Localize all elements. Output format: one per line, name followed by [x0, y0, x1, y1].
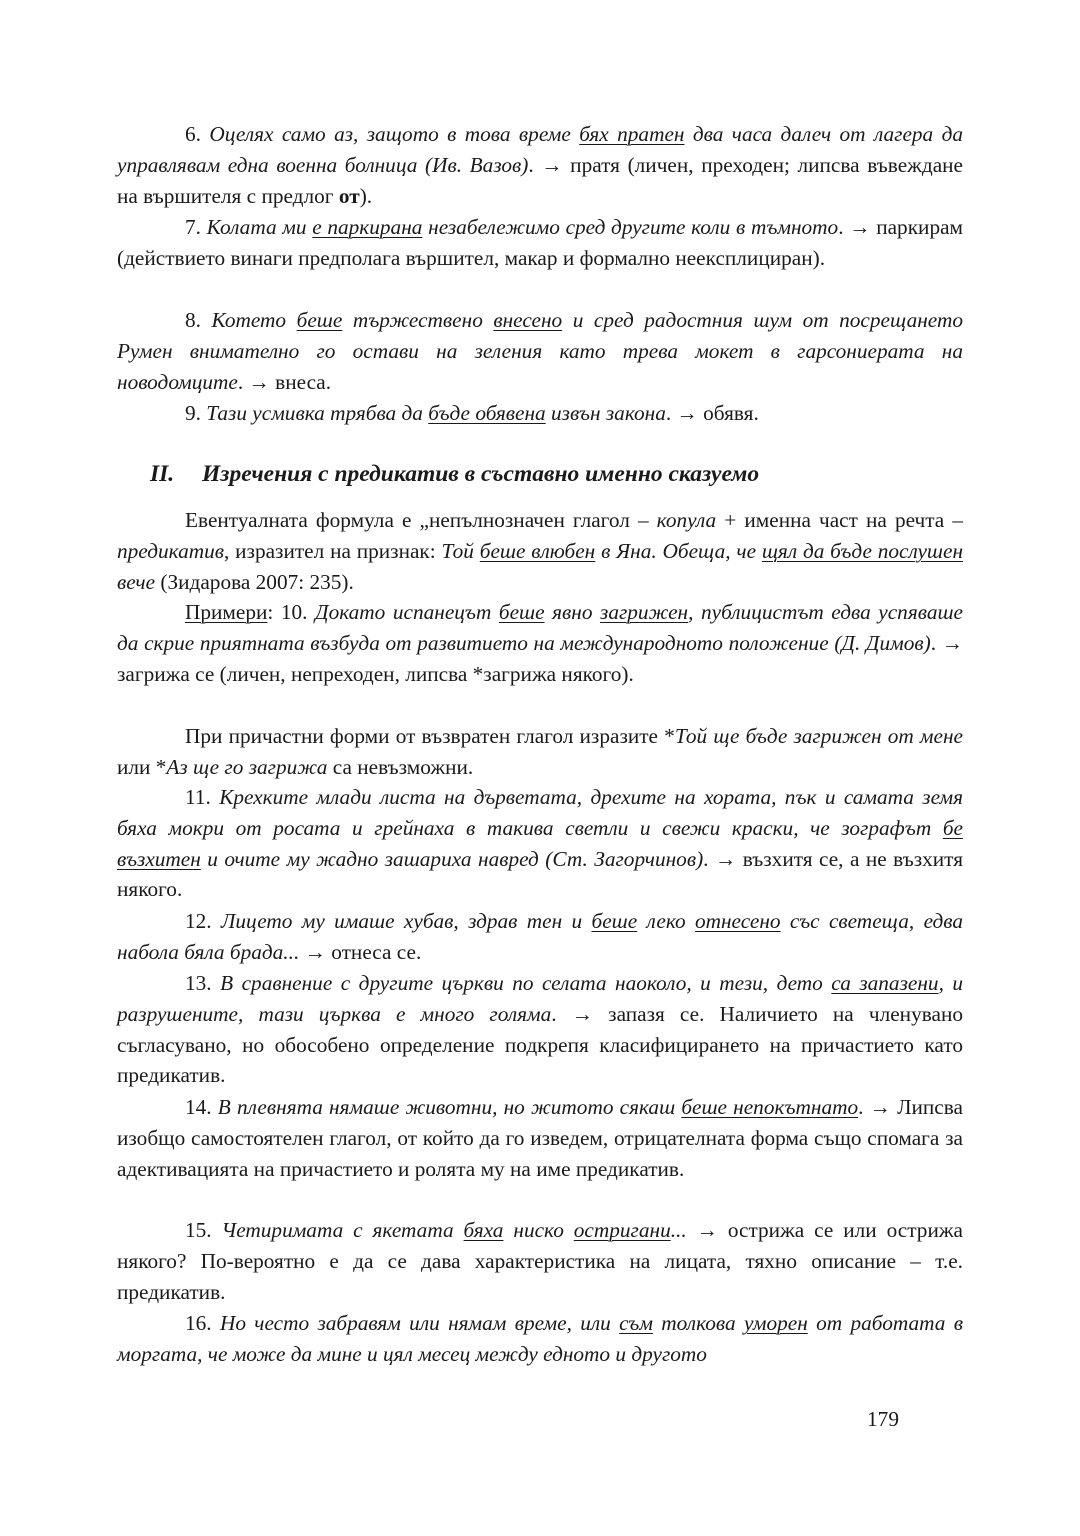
text-segment: със светеща, едва набола бяла брада... — [117, 909, 964, 964]
text-segment: в Яна. Обеща, че — [595, 538, 762, 563]
text-segment: беше — [591, 909, 638, 933]
text-segment: В плевнята нямаше животни, но житото сякаш — [217, 1095, 682, 1119]
paragraph-reflexive-note: При причастни форми от възвратен глагол изразите *Той ще бъде загрижен от мене или *Аз ще го загрижа са невъзможни. — [117, 724, 963, 779]
paragraph-example-13: 13. В сравнение с другите църкви по селата наоколо, и тези, дето са запазени, и разрушените, тази църква е много голяма. → запазя се. Наличието на членувано съгласувано, но обособено определение подкрепя класифицирането на причастието като предикатив. — [117, 971, 964, 1088]
text-segment: щял да бъде послушен — [761, 538, 964, 563]
paragraph-example-16: 16. Но често забравям или нямам време, или съм толкова уморен от работата в моргата, че може да мине и цял месец между едното и другото — [117, 1311, 963, 1366]
text-segment: Колата ми — [206, 215, 313, 239]
text-segment: Той — [441, 538, 480, 563]
text-segment: толкова — [652, 1311, 744, 1335]
text-segment: бе възхитен — [117, 815, 963, 871]
text-segment: Докато испанецът — [315, 600, 499, 624]
text-segment: беше — [498, 600, 545, 624]
text-segment: , публицистът едва успяваше да скрие приятната възбуда от развитието на международното положение (Д. Димов) — [117, 600, 964, 655]
text-segment: незабележимо сред другите коли в тъмното — [422, 215, 839, 239]
text-segment: беше непокътнато — [681, 1095, 859, 1119]
paragraph-example-7: 7. Колата ми е паркирана незабележимо сред другите коли в тъмното. → паркирам (действието винаги предполага вършител, макар и формално неексплициран). — [117, 215, 964, 270]
text-segment: ниско — [503, 1218, 574, 1242]
paragraph-example-10: Примери: 10. Докато испанецът беше явно загрижен, публицистът едва успяваше да скрие приятната възбуда от развитието на международното положение (Д. Димов). → загрижа се (личен, непреходен, липсва *загрижа някого). — [117, 600, 964, 686]
text-segment: уморен — [743, 1311, 808, 1335]
text-segment: тържествено — [342, 308, 494, 332]
text-segment: вече — [117, 569, 156, 594]
section-title: Изречения с предикатив в съставно именно сказуемо — [202, 461, 760, 487]
text-segment: отнесено — [694, 909, 781, 933]
text-segment: Крехките млади листа на дърветата, дрехите на хората, пък и самата земя бяха мокри от росата и грейнаха в такива светли и свежи краски, че зографът — [117, 785, 964, 840]
paragraph-example-11: 11. Крехките млади листа на дърветата, дрехите на хората, пък и самата земя бяха мокри от росата и грейнаха в такива светли и свежи краски, че зографът бе възхитен и очите му жадно зашариха навред (Ст. Загорчинов). → възхитя се, а не възхитя някого. — [117, 785, 964, 902]
text-segment: ... — [670, 1218, 687, 1242]
text-segment: от работата в моргата, че може да мине и цял месец между едното и другото — [117, 1311, 963, 1366]
text-segment: копула — [656, 508, 717, 532]
text-segment: бъде обявена — [428, 401, 546, 425]
text-segment: извън закона — [545, 401, 666, 425]
paragraph-example-6: 6. Оцелях само аз, защото в това време бях пратен два часа далеч от лагера да управлявам една военна болница (Ив. Вазов). → пратя (личен, преходен; липсва въвеждане на вършителя с предлог от). — [117, 122, 964, 208]
text-segment: два часа далеч от лагера да управлявам една военна болница (Ив. Вазов) — [117, 122, 964, 177]
text-segment: остригани — [573, 1218, 671, 1242]
section-heading — [150, 458, 970, 490]
text-segment: Тази усмивка трябва да — [206, 401, 429, 425]
paragraph-example-8: 8. Котето беше тържествено внесено и сред радостния шум от посрещането Румен внимателно го остави на зеления като трева мокет в гарсониерата на новодомците. → внеса. — [117, 308, 963, 394]
text-segment: леко — [637, 909, 695, 933]
text-segment: предикатив — [117, 538, 224, 563]
text-segment: и сред радостния шум от посрещането Румен внимателно го остави на зеления като трева мокет в гарсониерата на новодомците — [117, 308, 963, 394]
text-segment: съм — [619, 1311, 653, 1335]
paragraph-example-15: 15. Четиримата с якетата бяха ниско остригани... → острижа се или острижа някого? По-вероятно е да се дава характеристика на лицата, тяхно описание – т.е. предикатив. — [117, 1218, 964, 1304]
text-segment: В сравнение с другите църкви по селата наоколо, и тези, дето — [220, 971, 832, 995]
paragraph-example-12: 12. Лицето му имаше хубав, здрав тен и беше леко отнесено със светеща, едва набола бяла брада... → отнеса се. — [117, 909, 964, 964]
paragraph-example-14: 14. В плевнята нямаше животни, но житото сякаш беше непокътнато. → Липсва изобщо самостоятелен глагол, от който да го изведем, отрицателната форма също спомага за адективацията на причастието и ролята му на име предикатив. — [117, 1095, 963, 1181]
text-segment: Четиримата с якетата — [221, 1218, 464, 1242]
text-segment: Примери — [185, 600, 268, 624]
section-number: II. — [150, 461, 175, 487]
text-segment: Оцелях само аз, защото в това време — [209, 122, 580, 146]
text-segment: явно — [544, 600, 601, 624]
text-segment: Котето — [211, 308, 297, 332]
text-segment: , и разрушените, тази църква е много голяма — [117, 971, 964, 1026]
page-number: 179 — [867, 1407, 899, 1431]
text-segment: Но често забравям или нямам време, или — [219, 1311, 620, 1335]
text-segment: от — [338, 183, 360, 208]
text-segment: Аз ще го загрижа — [166, 754, 328, 779]
text-segment: Той ще бъде загрижен от мене — [674, 724, 963, 748]
text-segment: беше влюбен — [479, 538, 596, 563]
text-segment: Лицето му имаше хубав, здрав тен и — [220, 909, 592, 933]
text-segment: и очите му жадно зашариха навред (Ст. Загорчинов) — [200, 846, 704, 871]
text-segment: беше — [296, 308, 343, 332]
paragraph-example-9: 9. Тази усмивка трябва да бъде обявена извън закона. → обявя. — [185, 401, 759, 425]
text-segment: бяха — [463, 1218, 504, 1242]
text-segment: бях пратен — [579, 122, 685, 146]
text-segment: са запазени — [831, 971, 939, 995]
text-segment: внесено — [493, 308, 563, 332]
text-segment: е паркирана — [312, 215, 423, 239]
text-segment: загрижен — [600, 600, 689, 624]
paragraph-intro-formula: Евентуалната формула е „непълнозначен глагол – копула + именна част на речта – предикатив, изразител на признак: Той беше влюбен в Яна. Обеща, че щял да бъде послушен вече (Зидарова 2007: 235). — [117, 508, 964, 594]
